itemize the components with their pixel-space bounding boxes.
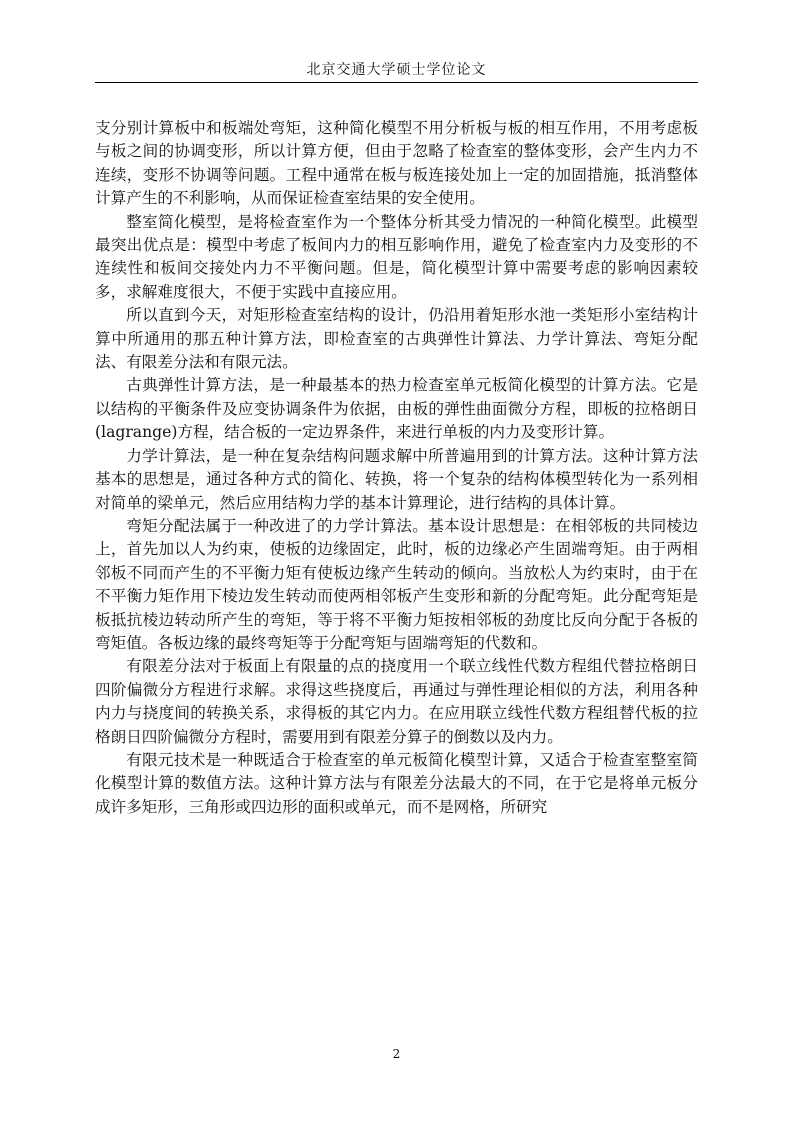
paragraph-classical-elastic: 古典弹性计算方法，是一种最基本的热力检查室单元板简化模型的计算方法。它是以结构的平衡条件及应变协调条件为依据，由板的弹性曲面微分方程，即板的拉格朗日(lagrange)方程，结合板的一定边界条件，来进行单板的内力及变形计算。	[95, 376, 698, 442]
paragraph-moment-distribution: 弯矩分配法属于一种改进了的力学计算法。基本设计思想是：在相邻板的共同棱边上，首先加以人为约束，使板的边缘固定，此时，板的边缘必产生固端弯矩。由于两相邻板不同而产生的不平衡力矩有使板边缘产生转动的倾向。当放松人为约束时，由于在不平衡力矩作用下棱边发生转动而使两相邻板产生变形和新的分配弯矩。此分配弯矩是板抵抗棱边转动所产生的弯矩，等于将不平衡力矩按相邻板的劲度比反向分配于各板的弯矩值。各板边缘的最终弯矩等于分配弯矩与固端弯矩的代数和。	[95, 516, 698, 652]
header-divider	[95, 82, 698, 83]
paragraph-five-methods: 所以直到今天，对矩形检查室结构的设计，仍沿用着矩形水池一类矩形小室结构计算中所通用的那五种计算方法，即检查室的古典弹性计算法、力学计算法、弯矩分配法、有限差分法和有限元法。	[95, 306, 698, 372]
running-header: 北京交通大学硕士学位论文	[306, 62, 487, 78]
page-number: 2	[392, 1047, 401, 1061]
body-text	[95, 117, 698, 819]
paragraph-finite-element: 有限元技术是一种既适合于检查室的单元板简化模型计算，又适合于检查室整室简化模型计算的数值方法。这种计算方法与有限差分法最大的不同，在于它是将单元板分成许多矩形，三角形或四边形的面积或单元，而不是网格，所研究	[95, 750, 698, 816]
paragraph-whole-room-model: 整室简化模型，是将检查室作为一个整体分析其受力情况的一种简化模型。此模型最突出优点是：模型中考虑了板间内力的相互影响作用，避免了检查室内力及变形的不连续性和板间交接处内力不平衡问题。但是，简化模型计算中需要考虑的影响因素较多，求解难度很大，不便于实践中直接应用。	[95, 212, 698, 301]
paragraph-continued: 支分别计算板中和板端处弯矩，这种简化模型不用分析板与板的相互作用，不用考虑板与板之间的协调变形，所以计算方便，但由于忽略了检查室的整体变形，会产生内力不连续，变形不协调等问题。工程中通常在板与板连接处加上一定的加固措施，抵消整体计算产生的不利影响，从而保证检查室结果的安全使用。	[95, 119, 698, 208]
paragraph-finite-difference: 有限差分法对于板面上有限量的点的挠度用一个联立线性代数方程组代替拉格朗日四阶偏微分方程进行求解。求得这些挠度后，再通过与弹性理论相似的方法，利用各种内力与挠度间的转换关系，求得板的其它内力。在应用联立线性代数方程组替代板的拉格朗日四阶偏微分方程时，需要用到有限差分算子的倒数以及内力。	[95, 657, 698, 746]
paragraph-mechanics-method: 力学计算法，是一种在复杂结构问题求解中所普遍用到的计算方法。这种计算方法基本的思想是，通过各种方式的简化、转换，将一个复杂的结构体模型转化为一系列相对简单的梁单元，然后应用结构力学的基本计算理论，进行结构的具体计算。	[95, 446, 698, 512]
